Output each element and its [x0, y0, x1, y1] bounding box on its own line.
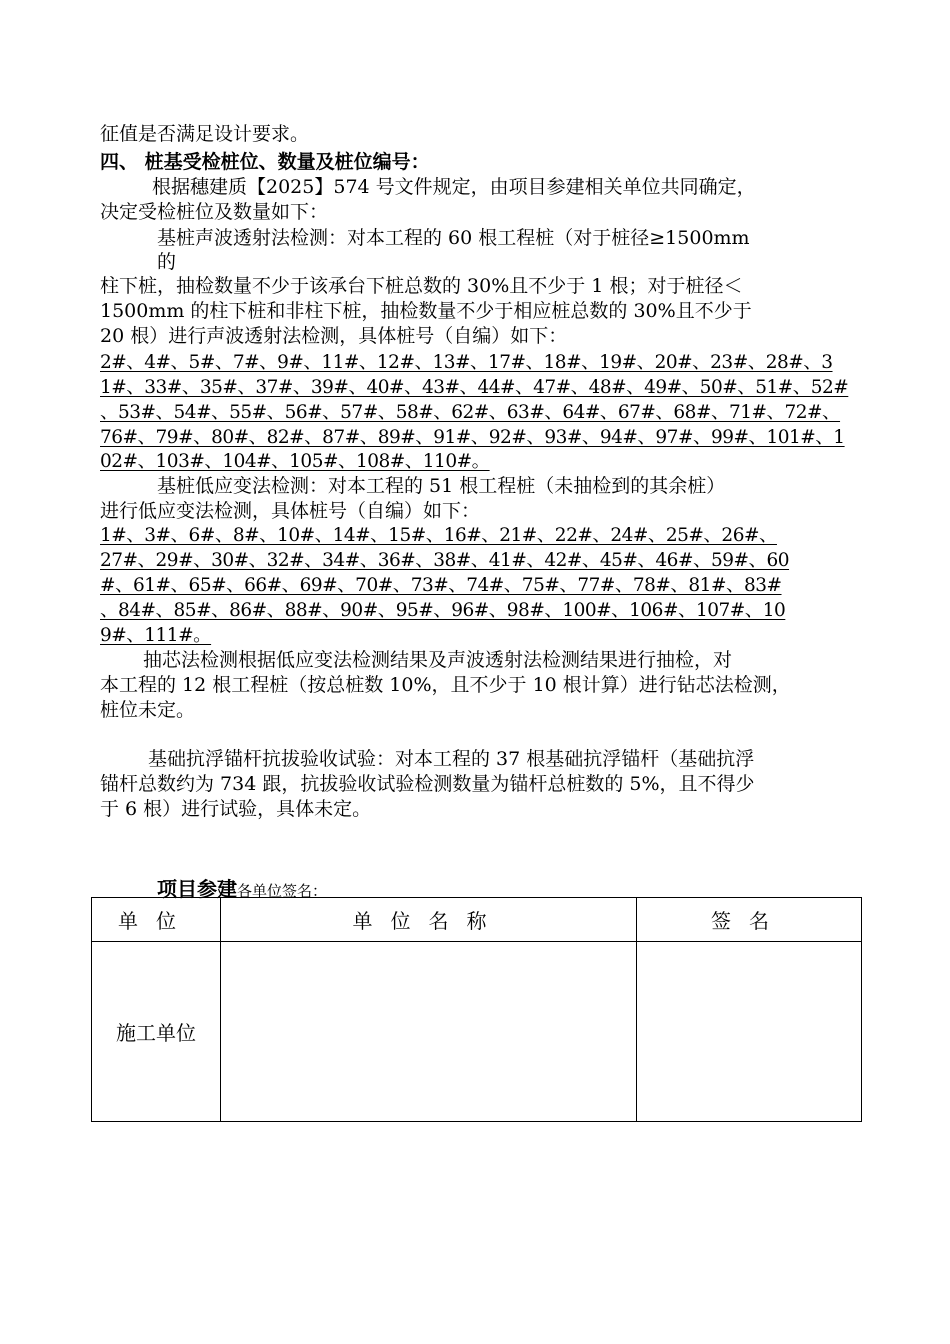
pile-number-line: 02#、103#、104#、105#、108#、110#。: [100, 451, 490, 472]
text-line: 进行低应变法检测，具体桩号（自编）如下：: [100, 500, 481, 522]
text-line: 基桩低应变法检测：对本工程的 51 根工程桩（未抽检到的其余桩）: [157, 475, 726, 497]
pile-number-line: 76#、79#、80#、82#、87#、89#、91#、92#、93#、94#、97#、99#、101#、1: [100, 427, 845, 448]
header-unit: 单位: [92, 898, 221, 942]
text-line: 柱下桩，抽检数量不少于该承台下桩总数的 30%且不少于 1 根；对于桩径＜: [100, 275, 743, 297]
pile-number-line: #、61#、65#、66#、69#、70#、73#、74#、75#、77#、78#、81#、83#: [100, 575, 782, 596]
signature-table: [91, 897, 862, 1122]
signature-title-main: 项目参建: [157, 877, 237, 901]
header-signature: 签名: [637, 898, 862, 942]
pile-number-line: 27#、29#、30#、32#、34#、36#、38#、41#、42#、45#、46#、59#、60: [100, 550, 790, 571]
unit-name-cell: [221, 942, 637, 1122]
unit-cell: 施工单位: [92, 942, 221, 1122]
pile-number-line: 、53#、54#、55#、56#、57#、58#、62#、63#、64#、67#、68#、71#、72#、: [100, 402, 841, 423]
table-header-row: [92, 898, 862, 942]
text-line: 于 6 根）进行试验，具体未定。: [100, 798, 372, 820]
text-line: 的: [157, 251, 177, 273]
signature-cell: [637, 942, 862, 1122]
signature-title-sub: 各单位签名：: [237, 882, 328, 900]
header-unit-name: 单位名称: [221, 898, 637, 942]
pile-number-line: 、84#、85#、86#、88#、90#、95#、96#、98#、100#、106#、107#、10: [100, 600, 786, 621]
text-line: 锚杆总数约为 734 跟，抗拔验收试验检测数量为锚杆总桩数的 5%，且不得少: [100, 773, 755, 795]
section-heading: 四、 桩基受检桩位、数量及桩位编号：: [100, 151, 430, 173]
pile-number-line: 2#、4#、5#、7#、9#、11#、12#、13#、17#、18#、19#、20#、23#、28#、3: [100, 352, 833, 373]
text-line: 基桩声波透射法检测：对本工程的 60 根工程桩（对于桩径≥1500mm: [157, 227, 750, 249]
text-line: 决定受检桩位及数量如下：: [100, 201, 329, 223]
pile-number-line: 1#、3#、6#、8#、10#、14#、15#、16#、21#、22#、24#、25#、26#、: [100, 525, 777, 546]
text-line: 根据穗建质【2025】574 号文件规定，由项目参建相关单位共同确定，: [152, 176, 756, 198]
table-row: [92, 942, 862, 1122]
text-line: 桩位未定。: [100, 699, 196, 721]
pile-number-line: 9#、111#。: [100, 625, 212, 646]
pile-number-line: 1#、33#、35#、37#、39#、40#、43#、44#、47#、48#、49#、50#、51#、52#: [100, 377, 849, 398]
text-line: 征值是否满足设计要求。: [100, 123, 310, 145]
text-line: 抽芯法检测根据低应变法检测结果及声波透射法检测结果进行抽检，对: [143, 649, 733, 671]
text-line: 20 根）进行声波透射法检测，具体桩号（自编）如下：: [100, 325, 568, 347]
text-line: 本工程的 12 根工程桩（按总桩数 10%，且不少于 10 根计算）进行钻芯法检测，: [100, 674, 791, 696]
text-line: 1500mm 的柱下桩和非柱下桩，抽检数量不少于相应桩总数的 30%且不少于: [100, 300, 752, 322]
text-line: 基础抗浮锚杆抗拔验收试验：对本工程的 37 根基础抗浮锚杆（基础抗浮: [148, 748, 755, 770]
